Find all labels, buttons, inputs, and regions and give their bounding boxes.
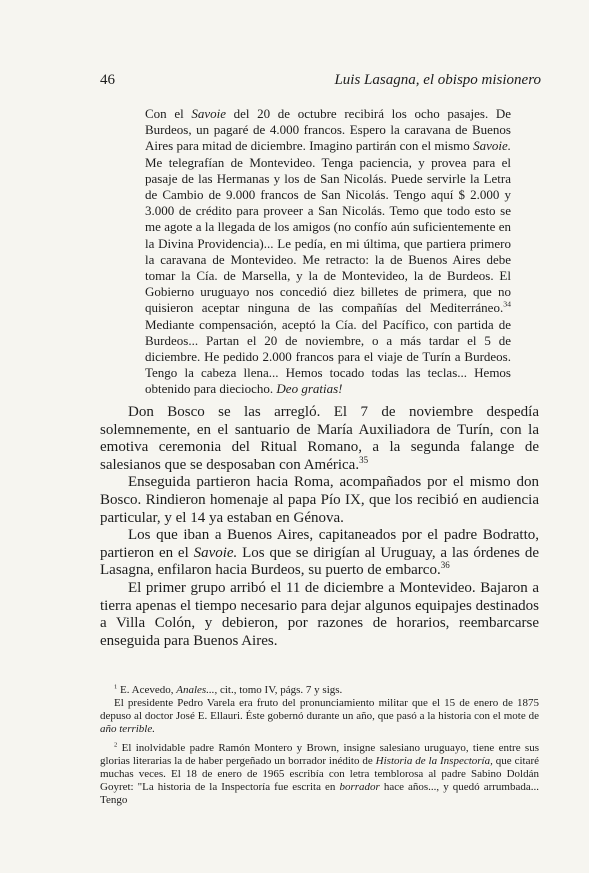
italic-text: Savoie.: [193, 544, 238, 561]
footnote-ref: 34: [503, 300, 511, 310]
italic-text: Deo gratias!: [276, 381, 343, 397]
footnote: [100, 742, 539, 807]
text-run: E. Acevedo,: [117, 684, 177, 696]
text-run: Mediante compensación, aceptó la Cía. del Pacífico, con partida de Burdeos... Partan el 20 de noviembre, o a más tardar el 5 de diciembre. He pedido 2.000 francos para el viaje de Turín a Burdeos. Tengo la cabeza llena... Hemos tocado todas las teclas... Hemos obtenido para dieciocho.: [145, 316, 511, 397]
italic-text: Savoie.: [473, 138, 511, 154]
body-paragraph: [100, 580, 539, 650]
italic-text: Savoie: [191, 106, 226, 121]
footnote: [100, 697, 539, 736]
page-number: 46: [100, 72, 115, 88]
footnotes: [100, 684, 539, 807]
body-paragraph: [100, 404, 539, 474]
text-run: Los que iban a Buenos Aires, capitaneados por el padre Bodratto, partieron en el: [100, 527, 539, 561]
footnote-ref: 2: [114, 741, 118, 749]
text-run: Enseguida partieron hacia Roma, acompañados por el mismo don Bosco. Rindieron homenaje al papa Pío IX, que los recibió en audiencia particular, y el 14 ya estaban en Génova.: [100, 474, 539, 526]
text-run: El primer grupo arribó el 11 de diciembre a Montevideo. Bajaron a tierra apenas el tiempo necesario para dejar algunos equipajes destinados a Villa Colón, y debieron, por razones de horarios, reembarcarse enseguida para Buenos Aires.: [100, 579, 539, 649]
quote-paragraph: [145, 106, 511, 398]
text-run: Los que se dirigían al Uruguay, a las órdenes de Lasagna, enfilaron hacia Burdeos, su puerto de embarco.: [100, 544, 539, 579]
italic-text: borrador: [339, 781, 380, 793]
text-run: que citaré muchas veces. El 18 de enero de 1965 escribía con letra temblorosa al padre Sabino Doldán Goyret: "La historia de la Inspectoría fue escrita en: [100, 755, 539, 793]
footnote-ref: 35: [359, 454, 369, 465]
text-run: El presidente Pedro Varela era fruto del pronunciamiento militar que el 15 de enero de 1875 depuso al doctor José E. Ellauri. Éste gobernó durante un año, que pasó a la historia con el mote de: [100, 697, 539, 722]
running-title: Luis Lasagna, el obispo misionero: [334, 72, 541, 88]
italic-text: año terrible.: [100, 723, 155, 735]
text-run: del 20 de octubre recibirá los ocho pasajes. De Burdeos, un pagaré de 4.000 francos. Espero la caravana de Buenos Aires para mitad de diciembre. Imagino partirán con el mismo: [145, 106, 511, 154]
text-run: El inolvidable padre Ramón Montero y Brown, insigne salesiano uruguayo, tiene entre sus glorias literarias la de haber pergeñado un borrador inédito de: [100, 742, 539, 767]
body-paragraph: [100, 527, 539, 580]
italic-text: Anales...,: [176, 684, 218, 696]
body-paragraph: [100, 474, 539, 527]
footnote-ref: 36: [440, 560, 450, 571]
body-text: [100, 404, 539, 650]
text-run: Con el: [145, 106, 192, 121]
text-run: Me telegrafían de Montevideo. Tenga paciencia, y provea para el pasaje de las Hermanas y los de San Nicolás. Puede servirle la Letra de Cambio de 9.000 francos de San Nicolás. Tengo aquí $ 2.000 y 3.000 de crédito para proveer a San Nicolás. Temo que todo esto se me agote a la llegada de los amigos (no confío aún suficientemente en la Divina Providencia)... Le pedía, en mi última, que partiera primero la caravana de Montevideo. Me retracto: la de Buenos Aires debe tomar la Cía. de Marsella, y la de Montevideo, la de Burdeos. El Gobierno uruguayo nos concedió diez billetes de primera, que no quisieron aceptar ninguna de las compañías del Mediterráneo.: [145, 154, 511, 316]
text-run: Don Bosco se las arregló. El 7 de noviembre despedía solemnemente, en el santuario de María Auxiliadora de Turín, con la emotiva ceremonia del Ritual Romano, a la segunda falange de salesianos que se desposaban con América.: [100, 404, 539, 473]
text-run: hace años..., y quedó arrumbada... Tengo: [100, 781, 539, 806]
text-run: cit., tomo IV, págs. 7 y sigs.: [217, 684, 343, 696]
block-quote: [145, 106, 511, 398]
footnote: [100, 684, 539, 697]
footnote-ref: 1: [114, 683, 118, 691]
italic-text: Historia de la Inspectoría,: [375, 755, 493, 767]
